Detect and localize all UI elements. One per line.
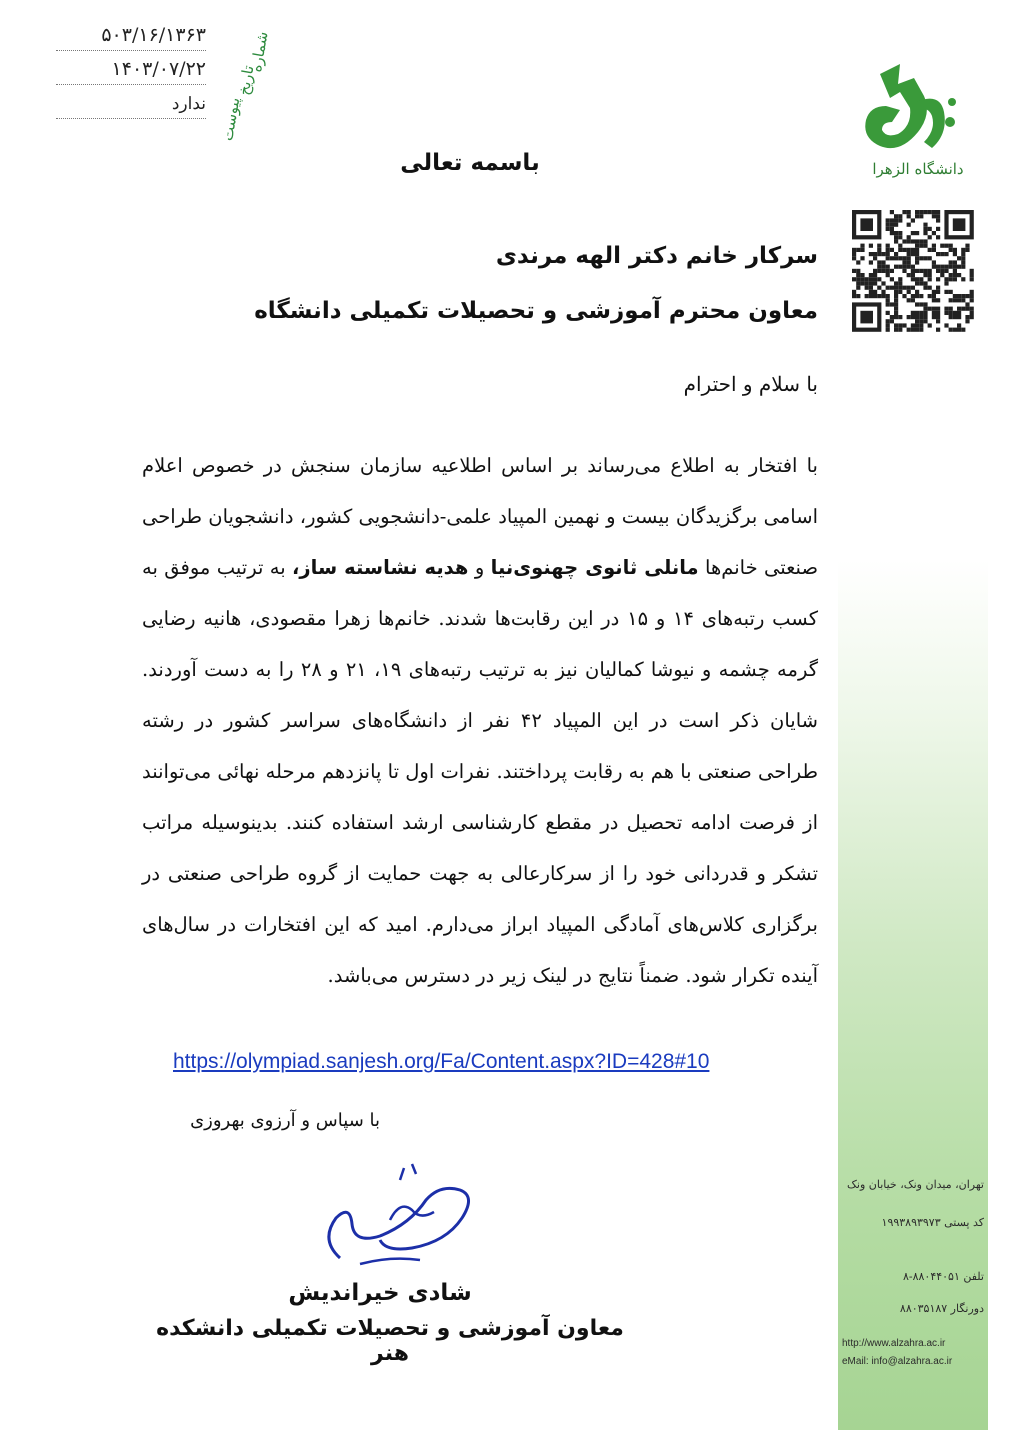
letter-date: ۱۴۰۳/۰۷/۲۲ [111, 58, 206, 80]
addressee-title: معاون محترم آموزشی و تحصیلات تکمیلی دانشگاه [254, 298, 818, 324]
signer-name: شادی خیراندیش [288, 1280, 472, 1306]
label-number: شماره [246, 30, 272, 74]
footer-website[interactable]: http://www.alzahra.ac.ir [842, 1338, 946, 1349]
closing-phrase: با سپاس و آرزوی بهروزی [190, 1110, 380, 1131]
footer-phone: تلفن ۸۸۰۴۴۰۵۱-۸ [902, 1270, 984, 1283]
signature-icon [300, 1160, 490, 1280]
side-strip [838, 560, 988, 1430]
handwritten-signature [300, 1160, 490, 1280]
letter-number: ۵۰۳/۱۶/۱۳۶۳ [101, 24, 206, 46]
letter-attachment: ندارد [171, 94, 206, 114]
letter-body [142, 440, 818, 1001]
footer-email[interactable]: eMail: info@alzahra.ac.ir [842, 1356, 953, 1367]
student-name-2: هدیه نشاسته ساز، [292, 556, 469, 579]
footer-address: تهران، میدان ونک، خیابان ونک [847, 1178, 984, 1191]
body-part-1: با افتخار به اطلاع می‌رساند بر اساس اطلاعیه سازمان سنجش در خصوص اعلام اسامی برگزیدگان بیست و نهمین المپیاد علمی-دانشجویی کشور، دانشجویان طراحی صنعتی خانم‌ها [142, 454, 819, 579]
meta-labels [214, 30, 272, 143]
signer-title: معاون آموزشی و تحصیلات تکمیلی دانشکده هنر [156, 1316, 624, 1366]
greeting: با سلام و احترام [683, 372, 818, 396]
body-part-2: به ترتیب موفق به کسب رتبه‌های ۱۴ و ۱۵ در این رقابت‌ها شدند. خانم‌ها زهرا مقصودی، هانیه رضایی گرمه چشمه و نیوشا کمالیان نیز به ترتیب رتبه‌های ۱۹، ۲۱ و ۲۸ را به دست آوردند. شایان ذکر است در این المپیاد ۴۲ نفر از دانشگاه‌های سراسر کشور در رشته طراحی صنعتی با هم به رقابت پرداختند. نفرات اول تا پانزدهم مرحله نهائی می‌توانند از فرصت ادامه تحصیل در مقطع کارشناسی ارشد استفاده کنند. بدینوسیله مراتب تشکر و قدردانی خود را از سرکارعالی به جهت حمایت از گروه طراحی صنعتی در برگزاری کلاس‌های آمادگی المپیاد ابراز می‌دارم. امید که این افتخارات در سال‌های آینده تکرار شود. ضمناً نتایج در لینک زیر در دسترس می‌باشد. [142, 556, 819, 987]
addressee-name: سرکار خانم دکتر الهه مرندی [495, 243, 818, 269]
letter-title: باسمه تعالی [400, 150, 540, 176]
letter-meta [36, 24, 272, 143]
meta-divider [56, 118, 206, 119]
student-name-1: مانلی ثانوی چهنوی‌نیا [490, 556, 699, 579]
results-link[interactable]: https://olympiad.sanjesh.org/Fa/Content.aspx?ID=428#10 [173, 1050, 710, 1073]
university-logo [840, 62, 980, 192]
footer-fax: دورنگار ۸۸۰۳۵۱۸۷ [899, 1302, 984, 1315]
qr-code [852, 210, 982, 332]
body-and: و [468, 556, 491, 579]
meta-divider [56, 50, 206, 51]
footer-postal: کد پستی ۱۹۹۳۸۹۳۹۷۳ [881, 1216, 984, 1229]
qr-code-icon [852, 210, 982, 332]
label-attachment: پیوست [218, 96, 244, 143]
university-name: دانشگاه الزهرا [872, 160, 964, 178]
label-date: تاریخ [234, 64, 258, 97]
meta-divider [56, 84, 206, 85]
